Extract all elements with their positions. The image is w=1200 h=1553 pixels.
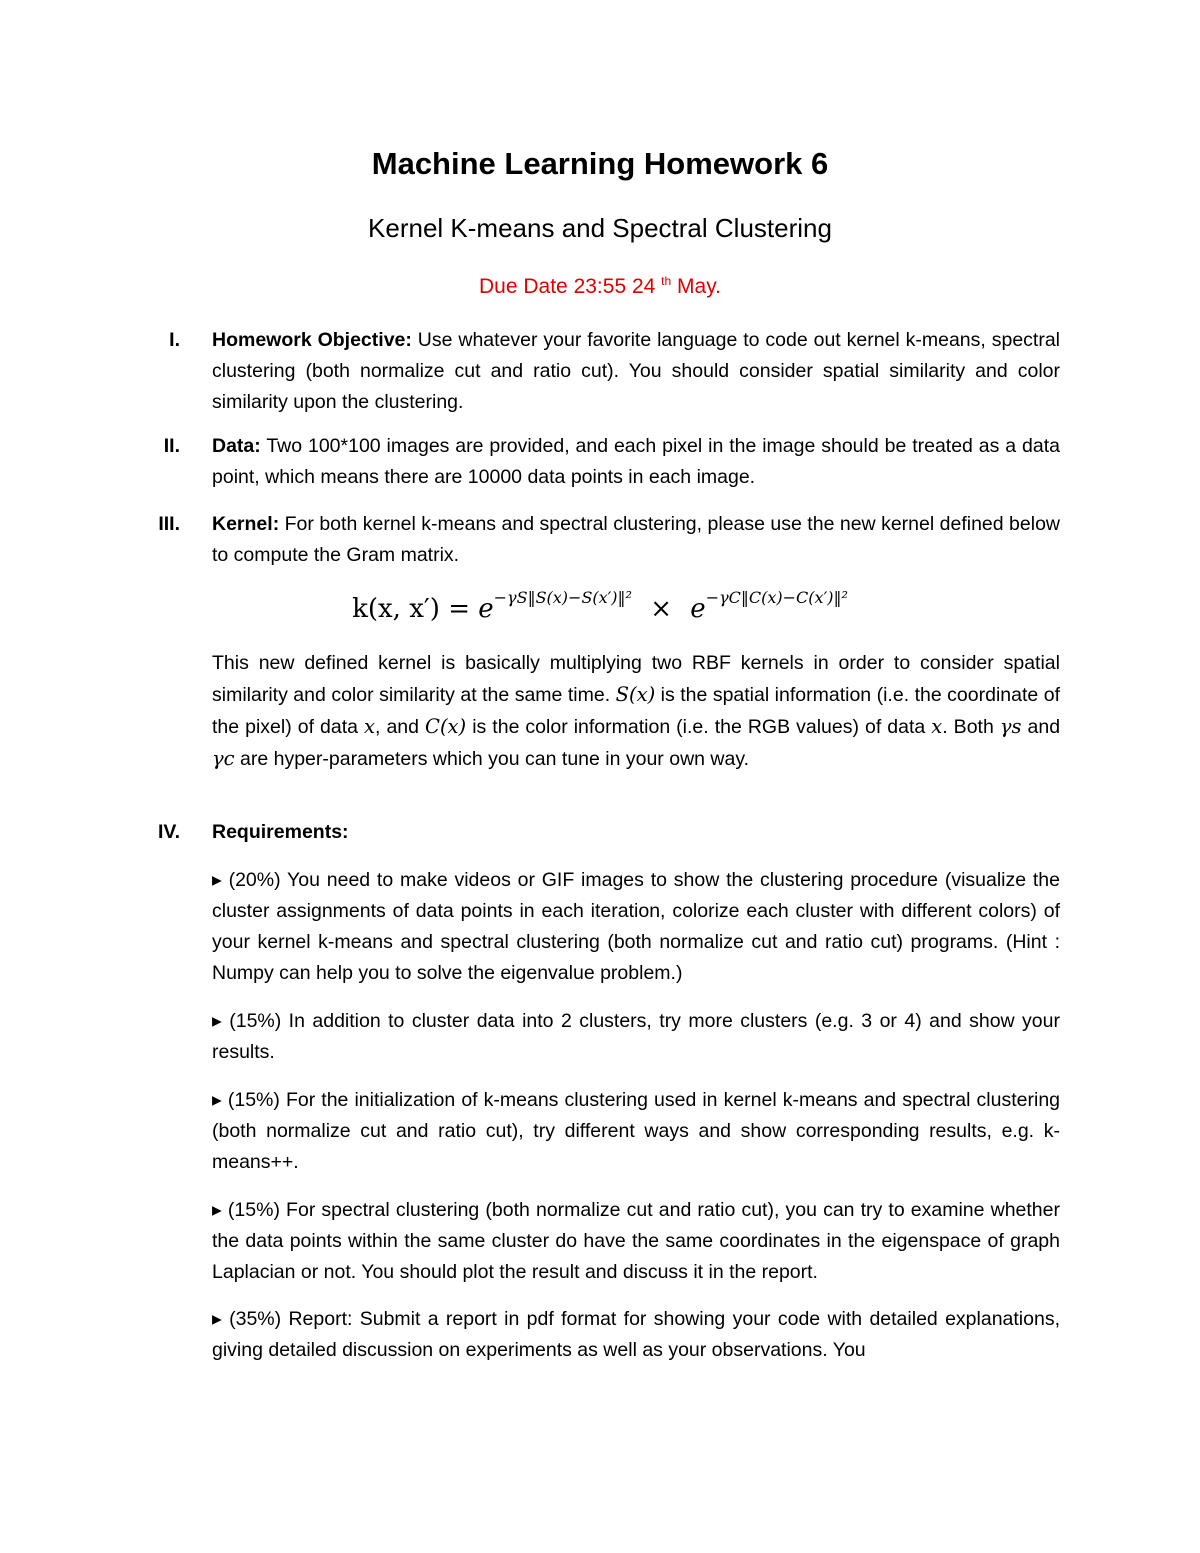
- kernel-explain-sx: S(x): [615, 683, 656, 706]
- objective-text: Use whatever your favorite language to code out kernel k-means, spectral clustering (both normalize cut and ratio cut). You should consider spatial similarity and color similarity upon the clustering.: [212, 329, 1061, 413]
- kernel-formula: [0, 588, 1200, 624]
- requirement-item: [212, 1304, 1060, 1366]
- data-text: Two 100*100 images are provided, and each pixel in the image should be treated as a data point, which means there are 10000 data points in each image.: [212, 435, 1060, 488]
- requirement-item: [212, 865, 1060, 989]
- kernel-explain-cx: C(x): [425, 715, 467, 738]
- kernel-explain-text-4: is the color information (i.e. the RGB values) of data: [472, 716, 926, 738]
- kernel-explain-x1: x: [364, 715, 376, 738]
- kernel-explanation: [212, 648, 1060, 775]
- formula-term2-exp: −γC‖C(x)−C(x′)‖²: [705, 588, 848, 607]
- section-kernel: [212, 509, 1060, 571]
- bullet-marker-icon: ▸: [212, 1010, 222, 1032]
- requirement-text: (15%) In addition to cluster data into 2 clusters, try more clusters (e.g. 3 or 4) and show your results.: [212, 1010, 1060, 1063]
- due-date-sup: th: [661, 274, 672, 288]
- kernel-explain-text-6: and: [1027, 716, 1061, 738]
- bullet-marker-icon: ▸: [212, 1308, 222, 1330]
- requirement-text: (20%) You need to make videos or GIF images to show the clustering procedure (visualize the cluster assignments of data points in each iteration, colorize each cluster with different colors) of your kernel k-means and spectral clustering (both normalize cut and ratio cut) programs. (Hint : Numpy can help you to solve the eigenvalue problem.): [212, 869, 1060, 984]
- due-date-tail: May.: [677, 275, 721, 298]
- objective-lead: Homework Objective:: [212, 329, 412, 351]
- section-number-objective: I.: [169, 329, 180, 351]
- kernel-explain-text-3: , and: [375, 716, 419, 738]
- formula-lhs: k(x, x′) =: [352, 594, 470, 624]
- section-number-requirements: IV.: [157, 821, 180, 843]
- kernel-explain-gamma-c: γc: [212, 747, 235, 770]
- formula-times: ×: [650, 594, 673, 624]
- requirement-text: (35%) Report: Submit a report in pdf format for showing your code with detailed explanations, giving detailed discussion on experiments as well as your observations. You: [212, 1308, 1060, 1361]
- requirement-text: (15%) For spectral clustering (both normalize cut and ratio cut), you can try to examine whether the data points within the same cluster do have the same coordinates in the eigenspace of graph Laplacian or not. You should plot the result and discuss it in the report.: [212, 1199, 1060, 1283]
- kernel-explain-text-2: is the spatial information (i.e. the coordinate of the pixel) of data: [212, 684, 1060, 738]
- bullet-marker-icon: ▸: [212, 869, 222, 891]
- kernel-explain-x2: x: [931, 715, 943, 738]
- kernel-text: For both kernel k-means and spectral clustering, please use the new kernel defined below to compute the Gram matrix.: [212, 513, 1060, 566]
- section-number-data: II.: [163, 435, 180, 457]
- kernel-lead: Kernel:: [212, 513, 280, 535]
- bullet-marker-icon: ▸: [212, 1089, 222, 1111]
- section-data: [212, 431, 1060, 493]
- kernel-explain-text-5: . Both: [942, 716, 994, 738]
- data-lead: Data:: [212, 435, 261, 457]
- requirement-text: (15%) For the initialization of k-means clustering used in kernel k-means and spectral clustering (both normalize cut and ratio cut), try different ways and show corresponding results, e.g. k-means++.: [212, 1089, 1061, 1173]
- formula-term2-base: e: [690, 594, 706, 624]
- formula-term1-exp: −γS‖S(x)−S(x′)‖²: [493, 588, 632, 607]
- document-title: Machine Learning Homework 6: [371, 146, 829, 181]
- section-number-kernel: III.: [158, 513, 180, 535]
- kernel-explain-text-1: This new defined kernel is basically multiplying two RBF kernels in order to consider spatial similarity and color similarity at the same time.: [212, 652, 1060, 706]
- kernel-explain-gamma-s: γs: [999, 715, 1022, 738]
- section-requirements: [212, 817, 1060, 848]
- kernel-explain-text-7: are hyper-parameters which you can tune in your own way.: [240, 748, 750, 770]
- requirement-item: [212, 1085, 1060, 1178]
- requirements-lead: Requirements:: [212, 821, 349, 843]
- document-subtitle: Kernel K-means and Spectral Clustering: [368, 213, 832, 243]
- due-date: [0, 274, 1200, 299]
- section-objective: [212, 325, 1060, 418]
- requirement-item: [212, 1006, 1060, 1068]
- bullet-marker-icon: ▸: [212, 1199, 222, 1221]
- due-date-text: Due Date 23:55 24: [479, 275, 656, 298]
- formula-term1-base: e: [478, 594, 494, 624]
- requirement-item: [212, 1195, 1060, 1288]
